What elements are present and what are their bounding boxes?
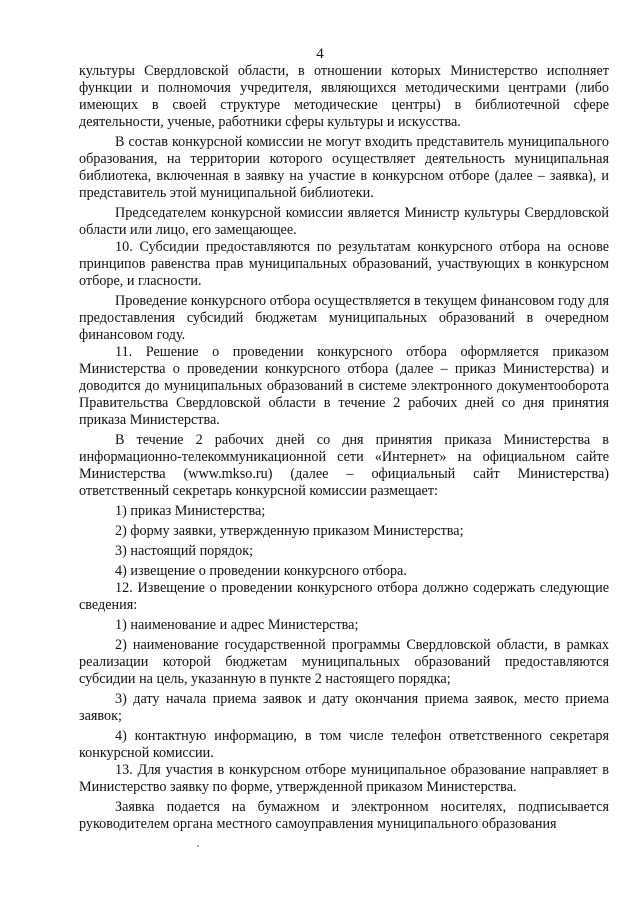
paragraph: В течение 2 рабочих дней со дня принятия приказа Министерства в информационно-телекоммуникационной сети «Интернет» на официальном сайте Министерства (www.mkso.ru) (далее – официальный сайт Министерства) ответственный секретарь конкурсной комиссии размещает: bbox=[79, 432, 609, 499]
list-item: 3) дату начала приема заявок и дату окончания приема заявок, место приема заявок; bbox=[79, 691, 609, 724]
paragraph: 10. Субсидии предоставляются по результатам конкурсного отбора на основе принципов равенства прав муниципальных образований, участвующих в конкурсном отборе, и гласности. bbox=[79, 239, 609, 289]
page-number: 4 bbox=[316, 46, 324, 62]
scan-speck bbox=[197, 845, 199, 847]
paragraph: В состав конкурсной комиссии не могут входить представитель муниципального образования, на территории которого осуществляет деятельность муниципальная библиотека, включенная в заявку на участие в конкурсном отборе (далее – заявка), и представитель этой муниципальной библиотеки. bbox=[79, 134, 609, 201]
paragraph: 11. Решение о проведении конкурсного отбора оформляется приказом Министерства о проведении конкурсного отбора (далее – приказ Министерства) и доводится до муниципальных образований в системе электронного документооборота Правительства Свердловской области в течение 2 рабочих дней со дня принятия приказа Министерства. bbox=[79, 344, 609, 428]
list-item: 4) контактную информацию, в том числе телефон ответственного секретаря конкурсной комиссии. bbox=[79, 728, 609, 761]
paragraph: Проведение конкурсного отбора осуществляется в текущем финансовом году для предоставления субсидий бюджетам муниципальных образований в очередном финансовом году. bbox=[79, 293, 609, 343]
paragraph: 13. Для участия в конкурсном отборе муниципальное образование направляет в Министерство заявку по форме, утвержденной приказом Министерства. bbox=[79, 762, 609, 795]
list-item: 1) приказ Министерства; bbox=[115, 503, 266, 519]
paragraph: 12. Извещение о проведении конкурсного отбора должно содержать следующие сведения: bbox=[79, 580, 609, 613]
list-item: 1) наименование и адрес Министерства; bbox=[115, 617, 359, 633]
paragraph: Заявка подается на бумажном и электронном носителях, подписывается руководителем органа местного самоуправления муниципального образования bbox=[79, 799, 609, 832]
list-item: 4) извещение о проведении конкурсного отбора. bbox=[115, 563, 407, 579]
list-item: 3) настоящий порядок; bbox=[115, 543, 254, 559]
paragraph: культуры Свердловской области, в отношении которых Министерство исполняет функции и полномочия учредителя, являющихся методическими центрами (либо имеющих в своей структуре методические центры) в библиотечной сфере деятельности, ученые, работники сферы культуры и искусства. bbox=[79, 63, 609, 130]
list-item: 2) наименование государственной программы Свердловской области, в рамках реализации которой бюджетам муниципальных образований предоставляются субсидии на цель, указанную в пункте 2 настоящего порядка; bbox=[79, 637, 609, 687]
document-body bbox=[79, 63, 609, 833]
list-item: 2) форму заявки, утвержденную приказом Министерства; bbox=[115, 523, 464, 539]
paragraph: Председателем конкурсной комиссии является Министр культуры Свердловской области или лицо, его замещающее. bbox=[79, 205, 609, 238]
